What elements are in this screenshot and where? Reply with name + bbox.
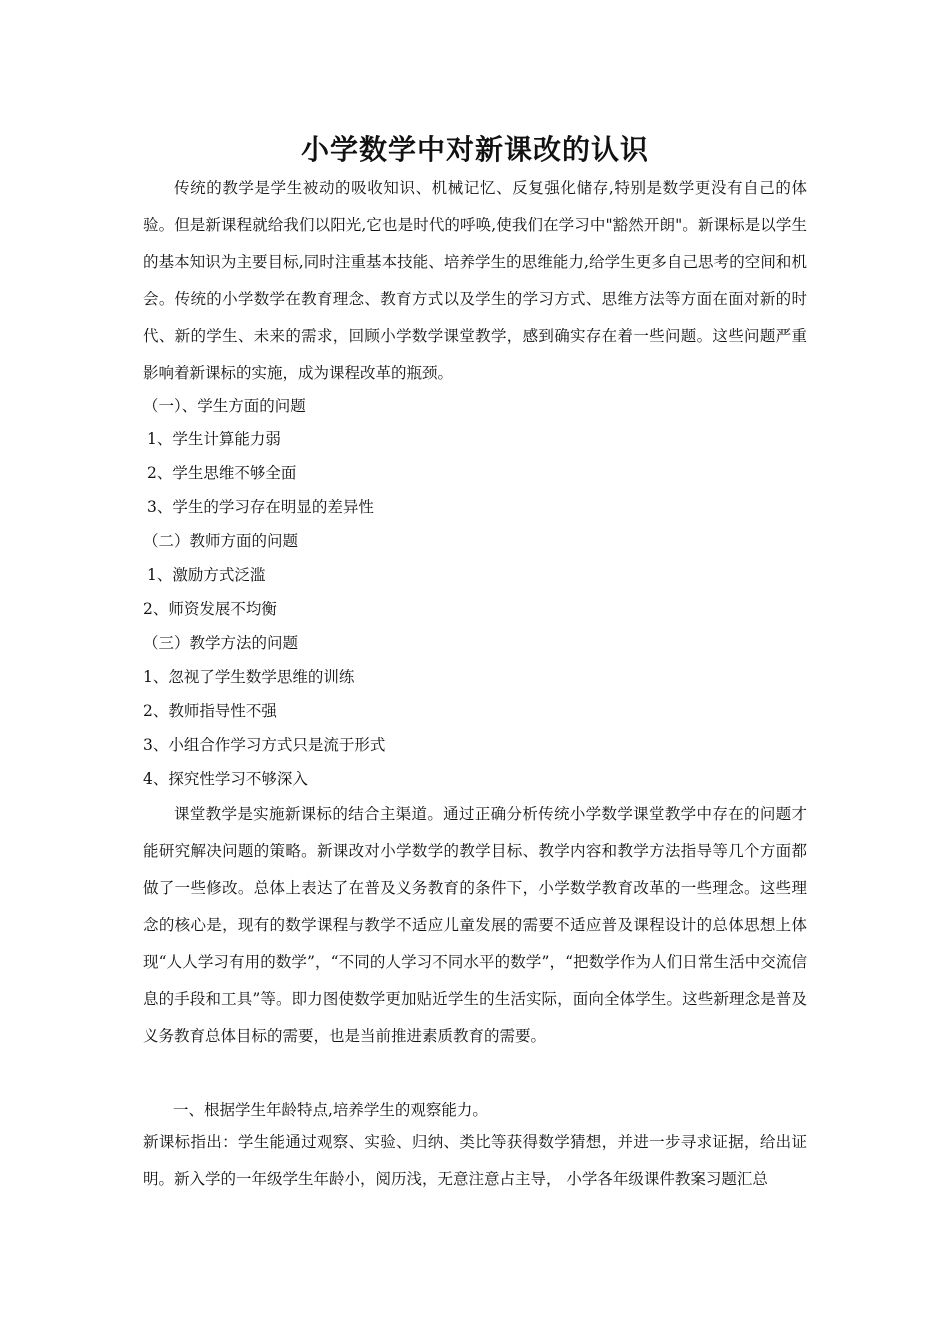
list-item: 3、学生的学习存在明显的差异性 (147, 498, 374, 516)
body-paragraph: 课堂教学是实施新课标的结合主渠道。通过正确分析传统小学数学课堂教学中存在的问题才能研究解决问题的策略。新课改对小学数学的教学目标、教学内容和教学方法指导等几个方面都做了一些修改。总体上表达了在普及义务教育的条件下，小学数学教育改革的一些理念。这些理念的核心是，现有的数学课程与教学不适应儿童发展的需要不适应普及课程设计的总体思想上体现“人人学习有用的数学”，“不同的人学习不同水平的数学”，“把数学作为人们日常生活中交流信息的手段和工具”等。即力图使数学更加贴近学生的生活实际，面向全体学生。这些新理念是普及义务教育总体目标的需要，也是当前推进素质教育的需要。 (143, 805, 807, 1045)
list-item: 2、学生思维不够全面 (147, 464, 297, 482)
list-item: 2、教师指导性不强 (143, 702, 277, 720)
list-item: 1、激励方式泛滥 (147, 566, 266, 584)
section-heading-methods: （三）教学方法的问题 (143, 634, 299, 652)
section-heading-students: （一）、学生方面的问题 (143, 397, 306, 415)
closing-paragraph: 新课标指出：学生能通过观察、实验、归纳、类比等获得数学猜想，并进一步寻求证据，给出证明。新入学的一年级学生年龄小，阅历浅，无意注意占主导， 小学各年级课件教案习题汇总 (143, 1133, 807, 1188)
intro-paragraph: 传统的教学是学生被动的吸收知识、机械记忆、反复强化储存,特别是数学更没有自己的体验。但是新课程就给我们以阳光,它也是时代的呼唤,使我们在学习中"豁然开朗"。新课标是以学生的基本知识为主要目标,同时注重基本技能、培养学生的思维能力,给学生更多自己思考的空间和机会。传统的小学数学在教育理念、教育方式以及学生的学习方式、思维方法等方面在面对新的时代、新的学生、未来的需求，回顾小学数学课堂教学，感到确实存在着一些问题。这些问题严重影响着新课标的实施，成为课程改革的瓶颈。 (143, 179, 807, 382)
document-title: 小学数学中对新课改的认识 (300, 133, 649, 166)
list-item: 4、探究性学习不够深入 (143, 770, 308, 788)
point-one-heading: 一、根据学生年龄特点,培养学生的观察能力。 (173, 1101, 488, 1119)
section-heading-teachers: （二）教师方面的问题 (143, 532, 299, 550)
list-item: 1、忽视了学生数学思维的训练 (143, 668, 355, 686)
list-item: 3、小组合作学习方式只是流于形式 (143, 736, 386, 754)
list-item: 1、学生计算能力弱 (147, 430, 281, 448)
list-item: 2、师资发展不均衡 (143, 600, 277, 618)
